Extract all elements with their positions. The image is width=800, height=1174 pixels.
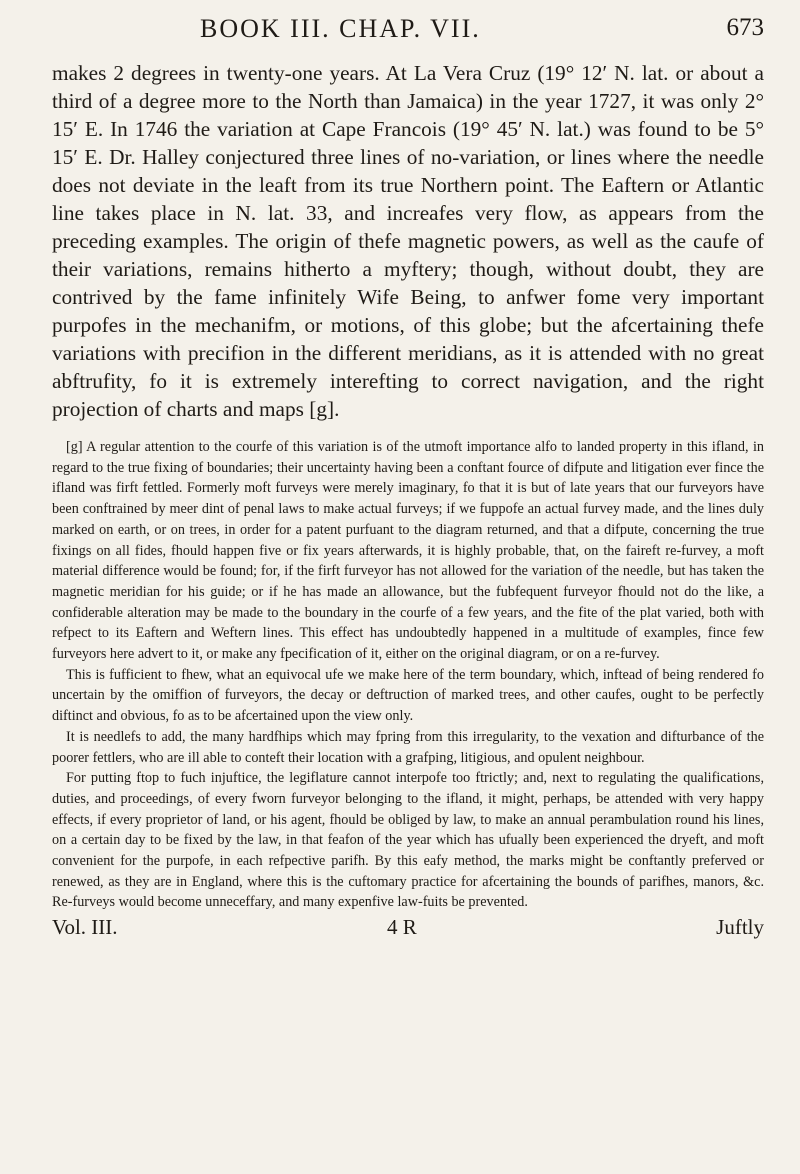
running-header	[52, 14, 764, 50]
footnote-paragraph: It is needlefs to add, the many hardfhips which may fpring from this irregularity, to the vexation and difturbance of the poorer fettlers, who are ill able to conteft their location with a grafping, litigious, and opulent neighbour.	[52, 728, 764, 766]
page-number: 673	[726, 14, 764, 41]
main-text	[52, 59, 764, 423]
signature-mark: 4 R	[387, 915, 417, 940]
volume-label: Vol. III.	[52, 915, 118, 940]
footnote-paragraph: This is fufficient to fhew, what an equivocal ufe we make here of the term boundary, which, inftead of being rendered fo uncertain by the omiffion of furveyors, the decay or deftruction of marked trees, and other caufes, ought to be perfectly diftinct and obvious, fo as to be afcertained upon the view only.	[52, 666, 764, 725]
catchword: Juftly	[716, 915, 764, 940]
page-footer	[52, 915, 764, 945]
running-title: BOOK III. CHAP. VII.	[200, 14, 481, 43]
footnote-paragraph: For putting ftop to fuch injuftice, the legiflature cannot interpofe too ftrictly; and, next to regulating the qualifications, duties, and proceedings, of every fworn furveyor belonging to the ifland, it might, perhaps, be attended with very happy effects, if every proprietor of land, or his agent, fhould be obliged by law, to make an annual perambulation round his lines, on a certain day to be fixed by the law, in that feafon of the year which has ufually been experienced the dryeft, and moft convenient for the purpofe, in each refpective parifh. By this eafy method, the marks might be conftantly preferved or renewed, as they are in England, where this is the cuftomary practice for afcertaining the bounds of parifhes, manors, &c. Re-furveys would become unneceffary, and many expenfive law-fuits be prevented.	[52, 770, 764, 911]
book-page	[52, 14, 764, 945]
footnote-paragraph: [g] A regular attention to the courfe of this variation is of the utmoft importance alfo to landed property in this ifland, in regard to the true fixing of boundaries; their uncertainty having been a conftant fource of difpute and litigation ever fince the ifland was firft fettled. Formerly moft furveys were merely imaginary, fo that it is but of late years that our furveyors have been conftrained by meer dint of penal laws to make actual furveys; if we fuppofe an actual furvey made, and the lines duly marked on earth, or on trees, in order for a patent purfuant to the diagram returned, and that a difpute, concerning the true fixings on all fides, fhould happen five or fix years afterwards, it is highly probable, that, on the faireft re-furvey, a moft material difference would be found; for, if the firft furveyor has not allowed for the variation of the needle, but has taken the magnetic meridian for his guide; or if he has made an allowance, but the fubfequent furveyor fhould not do the like, a confiderable alteration may be made to the boundary in the courfe of a few years, and the fite of the plat varied, both with refpect to its Eaftern and Weftern lines. This effect has undoubtedly happened in a multitude of examples, fince few furveyors here advert to it, or make any fpecification of it, either on the original diagram, or on a re-furvey.	[52, 439, 764, 663]
footnotes	[52, 437, 764, 913]
body-paragraph: makes 2 degrees in twenty-one years. At La Vera Cruz (19° 12′ N. lat. or about a third of a degree more to the North than Jamaica) in the year 1727, it was only 2° 15′ E. In 1746 the variation at Cape Francois (19° 45′ N. lat.) was found to be 5° 15′ E. Dr. Halley conjectured three lines of no-variation, or lines where the needle does not deviate in the leaft from its true Northern point. The Eaftern or Atlantic line takes place in N. lat. 33, and increafes very flow, as appears from the preceding examples. The origin of thefe magnetic powers, as well as the caufe of their variations, remains hitherto a myftery; though, without doubt, they are contrived by the fame infinitely Wife Being, to anfwer fome very important purpofes in the mechanifm, or motions, of this globe; but the afcertaining thefe variations with precifion in the different meridians, as it is attended with no great abftrufity, fo it is extremely interefting to correct navigation, and the right projection of charts and maps [g].	[52, 61, 764, 421]
